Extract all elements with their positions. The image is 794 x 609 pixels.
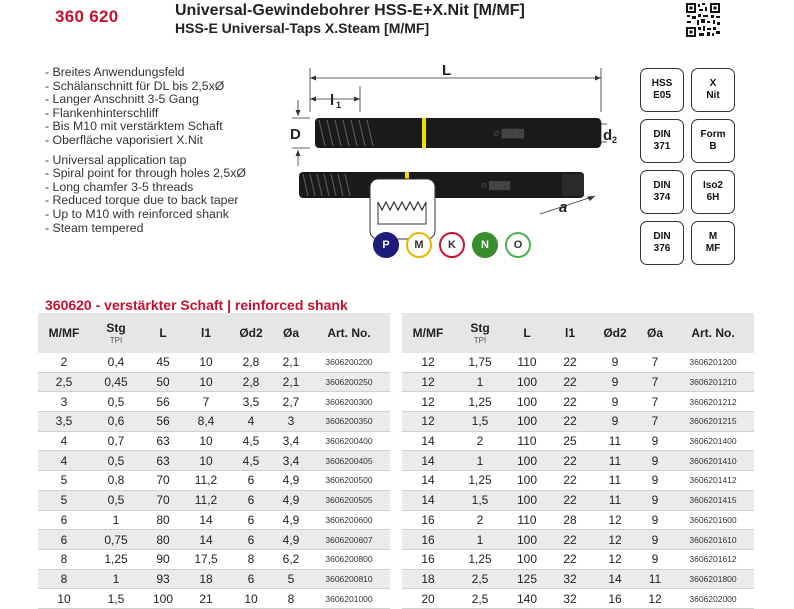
table-cell: 6 <box>38 510 90 530</box>
spec-badge: Iso2 6H <box>691 170 735 214</box>
col-header: Ød2 <box>228 313 274 353</box>
table-cell: 14 <box>402 431 454 451</box>
table-cell: 3606201210 <box>672 372 754 392</box>
table-cell: 3606201215 <box>672 412 754 432</box>
table-cell: 0,5 <box>90 490 142 510</box>
table-cell: 18 <box>402 569 454 589</box>
col-header: M/MF <box>38 313 90 353</box>
feature-item: - Breites Anwendungsfeld <box>45 65 185 79</box>
table-cell: 32 <box>548 589 592 609</box>
table-cell: 93 <box>142 569 184 589</box>
table-cell: 1 <box>454 451 506 471</box>
table-cell: 9 <box>638 471 672 491</box>
table-cell: 22 <box>548 530 592 550</box>
table-cell: 1,25 <box>454 471 506 491</box>
table-row <box>402 510 754 530</box>
svg-text:a: a <box>559 199 568 216</box>
table-cell: 4,5 <box>228 431 274 451</box>
table-cell: 22 <box>548 372 592 392</box>
table-cell: 3606200800 <box>308 549 390 569</box>
section-title: 360620 - verstärkter Schaft | reinforced shank <box>45 297 348 313</box>
table-cell: 63 <box>142 431 184 451</box>
table-cell: 11 <box>638 569 672 589</box>
table-cell: 63 <box>142 451 184 471</box>
table-row <box>38 530 390 550</box>
table-cell: 22 <box>548 412 592 432</box>
table-cell: 10 <box>184 372 228 392</box>
table-row <box>38 490 390 510</box>
table-cell: 9 <box>592 372 638 392</box>
table-cell: 0,45 <box>90 372 142 392</box>
feature-item: - Universal application tap <box>45 152 187 167</box>
table-cell: 8 <box>38 569 90 589</box>
table-cell: 100 <box>506 530 548 550</box>
table-cell: 32 <box>548 569 592 589</box>
table-cell: 3606201200 <box>672 353 754 372</box>
svg-text:D: D <box>290 126 301 143</box>
table-cell: 100 <box>506 471 548 491</box>
table-cell: 3606201412 <box>672 471 754 491</box>
table-row <box>38 510 390 530</box>
spec-badge: HSS E05 <box>640 68 684 112</box>
table-cell: 12 <box>592 549 638 569</box>
table-cell: 22 <box>548 549 592 569</box>
spec-badge: DIN 374 <box>640 170 684 214</box>
feature-item: - Long chamfer 3-5 threads <box>45 179 194 194</box>
table-cell: 9 <box>638 510 672 530</box>
table-cell: 0,7 <box>90 431 142 451</box>
table-cell: 90 <box>142 549 184 569</box>
feature-item: - Schälanschnitt für DL bis 2,5xØ <box>45 78 225 93</box>
col-header: Ød2 <box>592 313 638 353</box>
table-cell: 1,5 <box>454 412 506 432</box>
table-cell: 22 <box>548 490 592 510</box>
svg-text:1: 1 <box>336 100 342 110</box>
table-cell: 22 <box>548 471 592 491</box>
table-cell: 1 <box>90 510 142 530</box>
table-cell: 14 <box>592 569 638 589</box>
table-row <box>38 431 390 451</box>
table-cell: 3606201610 <box>672 530 754 550</box>
table-cell: 9 <box>592 353 638 372</box>
table-cell: 0,5 <box>90 451 142 471</box>
svg-text:d: d <box>603 127 613 144</box>
spec-badge: DIN 371 <box>640 119 684 163</box>
material-k-icon: K <box>439 232 465 258</box>
table-cell: 4,9 <box>274 510 308 530</box>
table-cell: 9 <box>638 549 672 569</box>
table-cell: 10 <box>38 589 90 609</box>
dimension-table-right <box>402 313 754 609</box>
table-cell: 5 <box>38 471 90 491</box>
table-cell: 1,25 <box>454 392 506 412</box>
feature-item: - Bis M10 mit verstärktem Schaft <box>45 119 223 134</box>
table-cell: 28 <box>548 510 592 530</box>
table-cell: 17,5 <box>184 549 228 569</box>
table-cell: 2,8 <box>228 372 274 392</box>
table-row <box>38 392 390 412</box>
table-cell: 3606200350 <box>308 412 390 432</box>
table-cell: 3606201800 <box>672 569 754 589</box>
table-cell: 22 <box>548 392 592 412</box>
svg-text:l: l <box>330 92 335 109</box>
table-cell: 3606200600 <box>308 510 390 530</box>
table-cell: 9 <box>592 392 638 412</box>
material-n-icon: N <box>472 232 498 258</box>
table-cell: 1 <box>90 569 142 589</box>
table-cell: 2 <box>454 431 506 451</box>
spec-badge: M MF <box>691 221 735 265</box>
table-cell: 50 <box>142 372 184 392</box>
feature-item: - Reduced torque due to back taper <box>45 193 239 208</box>
feature-item: - Steam tempered <box>45 220 144 235</box>
table-cell: 12 <box>402 412 454 432</box>
table-cell: 20 <box>402 589 454 609</box>
table-cell: 14 <box>184 510 228 530</box>
table-row <box>402 392 754 412</box>
table-cell: 100 <box>506 392 548 412</box>
feature-item: - Up to M10 with reinforced shank <box>45 206 229 221</box>
table-cell: 16 <box>402 530 454 550</box>
table-cell: 4,5 <box>228 451 274 471</box>
table-cell: 56 <box>142 412 184 432</box>
table-cell: 3606201415 <box>672 490 754 510</box>
svg-text:Ø ████: Ø ████ <box>481 181 511 190</box>
feature-list <box>45 66 246 235</box>
table-cell: 12 <box>592 530 638 550</box>
table-cell: 4,9 <box>274 490 308 510</box>
table-row <box>402 569 754 589</box>
title-english: HSS-E Universal-Taps X.Steam [M/MF] <box>175 20 430 36</box>
table-cell: 100 <box>506 372 548 392</box>
col-header: Art. No. <box>308 313 390 353</box>
table-row <box>38 569 390 589</box>
table-cell: 4 <box>228 412 274 432</box>
spec-badge: DIN 376 <box>640 221 684 265</box>
table-cell: 3 <box>38 392 90 412</box>
table-cell: 0,4 <box>90 353 142 372</box>
table-row <box>38 412 390 432</box>
table-cell: 3606200400 <box>308 431 390 451</box>
col-header: M/MF <box>402 313 454 353</box>
table-cell: 6 <box>228 510 274 530</box>
table-row <box>38 451 390 471</box>
table-row <box>402 353 754 372</box>
table-cell: 10 <box>184 431 228 451</box>
table-cell: 6 <box>228 471 274 491</box>
col-header: l1 <box>184 313 228 353</box>
table-cell: 7 <box>184 392 228 412</box>
material-o-icon: O <box>505 232 531 258</box>
table-cell: 7 <box>638 353 672 372</box>
table-row <box>402 471 754 491</box>
table-cell: 8 <box>228 549 274 569</box>
table-cell: 12 <box>592 510 638 530</box>
table-cell: 6,2 <box>274 549 308 569</box>
table-cell: 2 <box>454 510 506 530</box>
product-code: 360 620 <box>55 7 119 26</box>
table-cell: 1,25 <box>454 549 506 569</box>
table-cell: 22 <box>548 353 592 372</box>
table-cell: 3606201212 <box>672 392 754 412</box>
table-cell: 70 <box>142 471 184 491</box>
table-cell: 8,4 <box>184 412 228 432</box>
table-cell: 100 <box>142 589 184 609</box>
table-cell: 3606201000 <box>308 589 390 609</box>
table-cell: 125 <box>506 569 548 589</box>
table-cell: 6 <box>228 569 274 589</box>
table-cell: 45 <box>142 353 184 372</box>
table-cell: 0,8 <box>90 471 142 491</box>
table-cell: 100 <box>506 451 548 471</box>
table-row <box>38 372 390 392</box>
table-cell: 10 <box>228 589 274 609</box>
spec-badge: Form B <box>691 119 735 163</box>
table-cell: 8 <box>38 549 90 569</box>
table-cell: 4 <box>38 431 90 451</box>
table-cell: 12 <box>402 392 454 412</box>
table-row <box>402 589 754 609</box>
title-german: Universal-Gewindebohrer HSS-E+X.Nit [M/MF] <box>175 2 525 19</box>
table-cell: 2,5 <box>38 372 90 392</box>
svg-text:L: L <box>442 62 452 79</box>
table-row <box>38 471 390 491</box>
table-cell: 4 <box>38 451 90 471</box>
table-cell: 10 <box>184 353 228 372</box>
table-row <box>38 589 390 609</box>
table-cell: 9 <box>638 451 672 471</box>
table-cell: 3606201612 <box>672 549 754 569</box>
col-header: Art. No. <box>672 313 754 353</box>
table-cell: 21 <box>184 589 228 609</box>
table-cell: 1,25 <box>90 549 142 569</box>
table-cell: 14 <box>402 490 454 510</box>
table-cell: 4,9 <box>274 471 308 491</box>
table-cell: 3,5 <box>38 412 90 432</box>
table-cell: 9 <box>638 490 672 510</box>
table-cell: 0,75 <box>90 530 142 550</box>
table-row <box>402 530 754 550</box>
table-cell: 2,1 <box>274 372 308 392</box>
table-cell: 16 <box>402 510 454 530</box>
table-cell: 3,4 <box>274 451 308 471</box>
table-cell: 3606202000 <box>672 589 754 609</box>
table-cell: 8 <box>274 589 308 609</box>
table-cell: 0,5 <box>90 392 142 412</box>
table-cell: 3606201600 <box>672 510 754 530</box>
table-cell: 5 <box>274 569 308 589</box>
table-cell: 1,5 <box>90 589 142 609</box>
table-cell: 70 <box>142 490 184 510</box>
table-cell: 16 <box>592 589 638 609</box>
table-cell: 4,9 <box>274 530 308 550</box>
table-cell: 110 <box>506 353 548 372</box>
table-cell: 9 <box>592 412 638 432</box>
col-header: Stg TPI <box>454 313 506 353</box>
table-cell: 1 <box>454 530 506 550</box>
table-row <box>402 451 754 471</box>
table-cell: 11 <box>592 490 638 510</box>
table-cell: 7 <box>638 372 672 392</box>
table-cell: 12 <box>402 353 454 372</box>
table-cell: 3606200505 <box>308 490 390 510</box>
svg-text:2: 2 <box>612 135 618 145</box>
table-cell: 3606200300 <box>308 392 390 412</box>
table-cell: 3,5 <box>228 392 274 412</box>
table-row <box>402 549 754 569</box>
table-cell: 5 <box>38 490 90 510</box>
table-row <box>38 353 390 372</box>
table-cell: 80 <box>142 530 184 550</box>
table-cell: 100 <box>506 549 548 569</box>
material-p-icon: P <box>373 232 399 258</box>
table-row <box>402 412 754 432</box>
table-cell: 3606201410 <box>672 451 754 471</box>
table-cell: 1,5 <box>454 490 506 510</box>
table-cell: 25 <box>548 431 592 451</box>
col-header: Øa <box>274 313 308 353</box>
table-cell: 11 <box>592 471 638 491</box>
table-cell: 3606200810 <box>308 569 390 589</box>
table-cell: 2,1 <box>274 353 308 372</box>
table-cell: 2,5 <box>454 589 506 609</box>
qr-code-icon <box>685 2 721 38</box>
table-cell: 14 <box>402 471 454 491</box>
col-header: L <box>506 313 548 353</box>
table-cell: 3606200200 <box>308 353 390 372</box>
table-cell: 1,75 <box>454 353 506 372</box>
table-cell: 12 <box>638 589 672 609</box>
table-cell: 11 <box>592 451 638 471</box>
feature-item: - Flankenhinterschliff <box>45 105 159 120</box>
table-cell: 3 <box>274 412 308 432</box>
table-cell: 2 <box>38 353 90 372</box>
svg-text:Ø ████: Ø ████ <box>493 129 525 138</box>
table-cell: 3606200405 <box>308 451 390 471</box>
table-cell: 3606200500 <box>308 471 390 491</box>
table-cell: 9 <box>638 431 672 451</box>
table-cell: 7 <box>638 392 672 412</box>
col-header: l1 <box>548 313 592 353</box>
table-cell: 18 <box>184 569 228 589</box>
table-cell: 2,8 <box>228 353 274 372</box>
table-row <box>402 490 754 510</box>
table-cell: 100 <box>506 412 548 432</box>
table-cell: 100 <box>506 490 548 510</box>
table-row <box>402 372 754 392</box>
table-cell: 10 <box>184 451 228 471</box>
feature-item: - Spiral point for through holes 2,5xØ <box>45 166 246 181</box>
table-cell: 1 <box>454 372 506 392</box>
table-cell: 3606200607 <box>308 530 390 550</box>
table-cell: 11 <box>592 431 638 451</box>
table-cell: 11,2 <box>184 490 228 510</box>
col-header: Øa <box>638 313 672 353</box>
col-header: Stg TPI <box>90 313 142 353</box>
spec-badge: X Nit <box>691 68 735 112</box>
table-cell: 12 <box>402 372 454 392</box>
table-cell: 11,2 <box>184 471 228 491</box>
table-cell: 7 <box>638 412 672 432</box>
table-cell: 140 <box>506 589 548 609</box>
table-cell: 16 <box>402 549 454 569</box>
table-cell: 9 <box>638 530 672 550</box>
table-cell: 110 <box>506 431 548 451</box>
table-cell: 3606200250 <box>308 372 390 392</box>
material-m-icon: M <box>406 232 432 258</box>
col-header: L <box>142 313 184 353</box>
table-cell: 0,6 <box>90 412 142 432</box>
table-cell: 6 <box>228 530 274 550</box>
dimension-table-left <box>38 313 390 609</box>
table-row <box>38 549 390 569</box>
table-cell: 80 <box>142 510 184 530</box>
table-cell: 14 <box>402 451 454 471</box>
table-cell: 2,5 <box>454 569 506 589</box>
table-cell: 14 <box>184 530 228 550</box>
table-cell: 3606201400 <box>672 431 754 451</box>
table-cell: 2,7 <box>274 392 308 412</box>
table-cell: 3,4 <box>274 431 308 451</box>
table-cell: 56 <box>142 392 184 412</box>
feature-item: - Langer Anschnitt 3-5 Gang <box>45 92 199 107</box>
table-row <box>402 431 754 451</box>
feature-item: - Oberfläche vaporisiert X.Nit <box>45 132 203 147</box>
table-cell: 110 <box>506 510 548 530</box>
table-cell: 6 <box>38 530 90 550</box>
table-cell: 6 <box>228 490 274 510</box>
table-cell: 22 <box>548 451 592 471</box>
